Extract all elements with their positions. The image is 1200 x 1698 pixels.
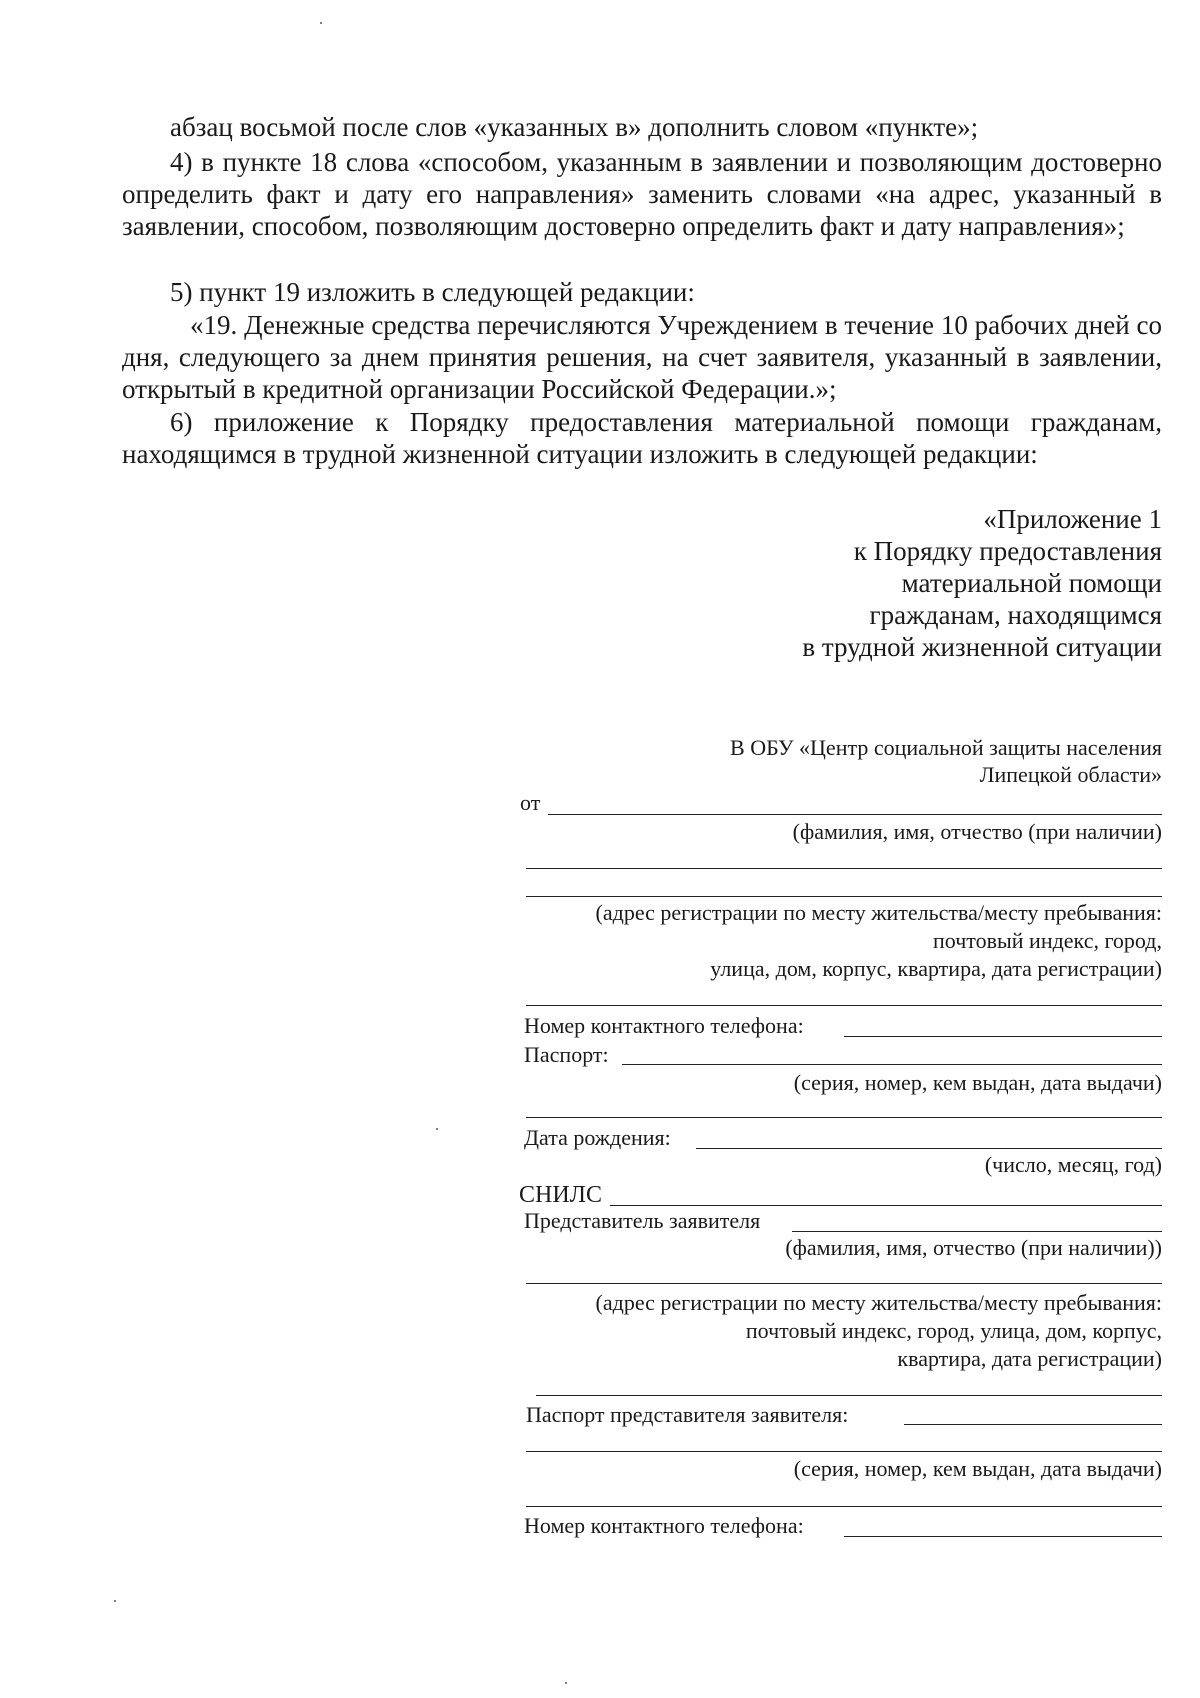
appendix-line-4: гражданам, находящимся [869, 600, 1162, 630]
address-field-line-3[interactable] [526, 1005, 1162, 1006]
appendix-line-2: к Порядку предоставления [853, 536, 1162, 566]
from-label: от [520, 790, 541, 815]
appendix-line-3: материальной помощи [901, 568, 1162, 598]
passport-field[interactable] [622, 1064, 1162, 1065]
address-field-line-1[interactable] [526, 868, 1162, 869]
recipient-line-1: В ОБУ «Центр социальной защиты населения [730, 735, 1162, 760]
birthdate-label: Дата рождения: [524, 1125, 671, 1150]
rep-fio-field[interactable] [792, 1231, 1162, 1232]
snils-label: СНИЛС [519, 1182, 602, 1208]
fio-hint: (фамилия, имя, отчество (при наличии) [792, 819, 1162, 844]
birthdate-hint: (число, месяц, год) [984, 1152, 1162, 1177]
scan-speck [320, 22, 322, 24]
address-hint-3: улица, дом, корпус, квартира, дата регистрации) [710, 956, 1162, 981]
recipient-line-2: Липецкой области» [979, 762, 1162, 787]
rep-address-hint-1: (адрес регистрации по месту жительства/месту пребывания: [595, 1290, 1162, 1315]
rep-phone-field[interactable] [844, 1536, 1162, 1537]
scan-speck [114, 1600, 116, 1602]
rep-address-field-line-2[interactable] [536, 1395, 1162, 1396]
rep-passport-label: Паспорт представителя заявителя: [526, 1402, 849, 1427]
passport-label: Паспорт: [524, 1042, 609, 1067]
paragraph-item-5: 5) пункт 19 изложить в следующей редакции: [170, 277, 695, 307]
appendix-line-5: в трудной жизненной ситуации [802, 632, 1162, 662]
fio-field[interactable] [548, 814, 1162, 815]
scan-speck [565, 1682, 567, 1684]
rep-label: Представитель заявителя [524, 1208, 761, 1233]
paragraph-eighth-clause: абзац восьмой после слов «указанных в» дополнить словом «пункте»; [170, 112, 979, 142]
rep-phone-label: Номер контактного телефона: [524, 1513, 804, 1538]
rep-address-hint-2: почтовый индекс, город, улица, дом, корпус, [745, 1318, 1162, 1343]
snils-field[interactable] [610, 1205, 1162, 1206]
phone-field[interactable] [844, 1036, 1162, 1037]
passport-hint: (серия, номер, кем выдан, дата выдачи) [793, 1070, 1162, 1095]
paragraph-item-19-text: «19. Денежные средства перечисляются Учреждением в течение 10 рабочих дней со дня, следующего за днем принятия решения, на счет заявителя, указанный в заявлении, открытый в кредитной организации Российской Федерации.»; [122, 310, 1162, 404]
address-field-line-2[interactable] [526, 896, 1162, 897]
phone-label: Номер контактного телефона: [524, 1013, 804, 1038]
rep-address-field-line-1[interactable] [526, 1283, 1162, 1284]
rep-passport-field[interactable] [904, 1424, 1162, 1425]
paragraph-item-4: 4) в пункте 18 слова «способом, указанным в заявлении и позволяющим достоверно определить факт и дату его направления» заменить словами «на адрес, указанный в заявлении, способом, позволяющим достоверно определить факт и дату направления»; [122, 147, 1162, 241]
address-hint-2: почтовый индекс, город, [933, 928, 1162, 953]
passport-field-line-2[interactable] [526, 1117, 1162, 1118]
address-hint-1: (адрес регистрации по месту жительства/месту пребывания: [595, 900, 1162, 925]
rep-passport-field-line-2[interactable] [526, 1451, 1162, 1452]
birthdate-field[interactable] [696, 1148, 1162, 1149]
rep-passport-hint: (серия, номер, кем выдан, дата выдачи) [793, 1456, 1162, 1481]
rep-fio-hint: (фамилия, имя, отчество (при наличии)) [785, 1235, 1162, 1260]
rep-address-hint-3: квартира, дата регистрации) [897, 1346, 1162, 1371]
appendix-line-1: «Приложение 1 [983, 504, 1162, 534]
paragraph-item-6: 6) приложение к Порядку предоставления материальной помощи гражданам, находящимся в трудной жизненной ситуации изложить в следующей редакции: [122, 407, 1162, 469]
rep-passport-field-line-3[interactable] [526, 1506, 1162, 1507]
scan-speck [436, 1128, 438, 1130]
